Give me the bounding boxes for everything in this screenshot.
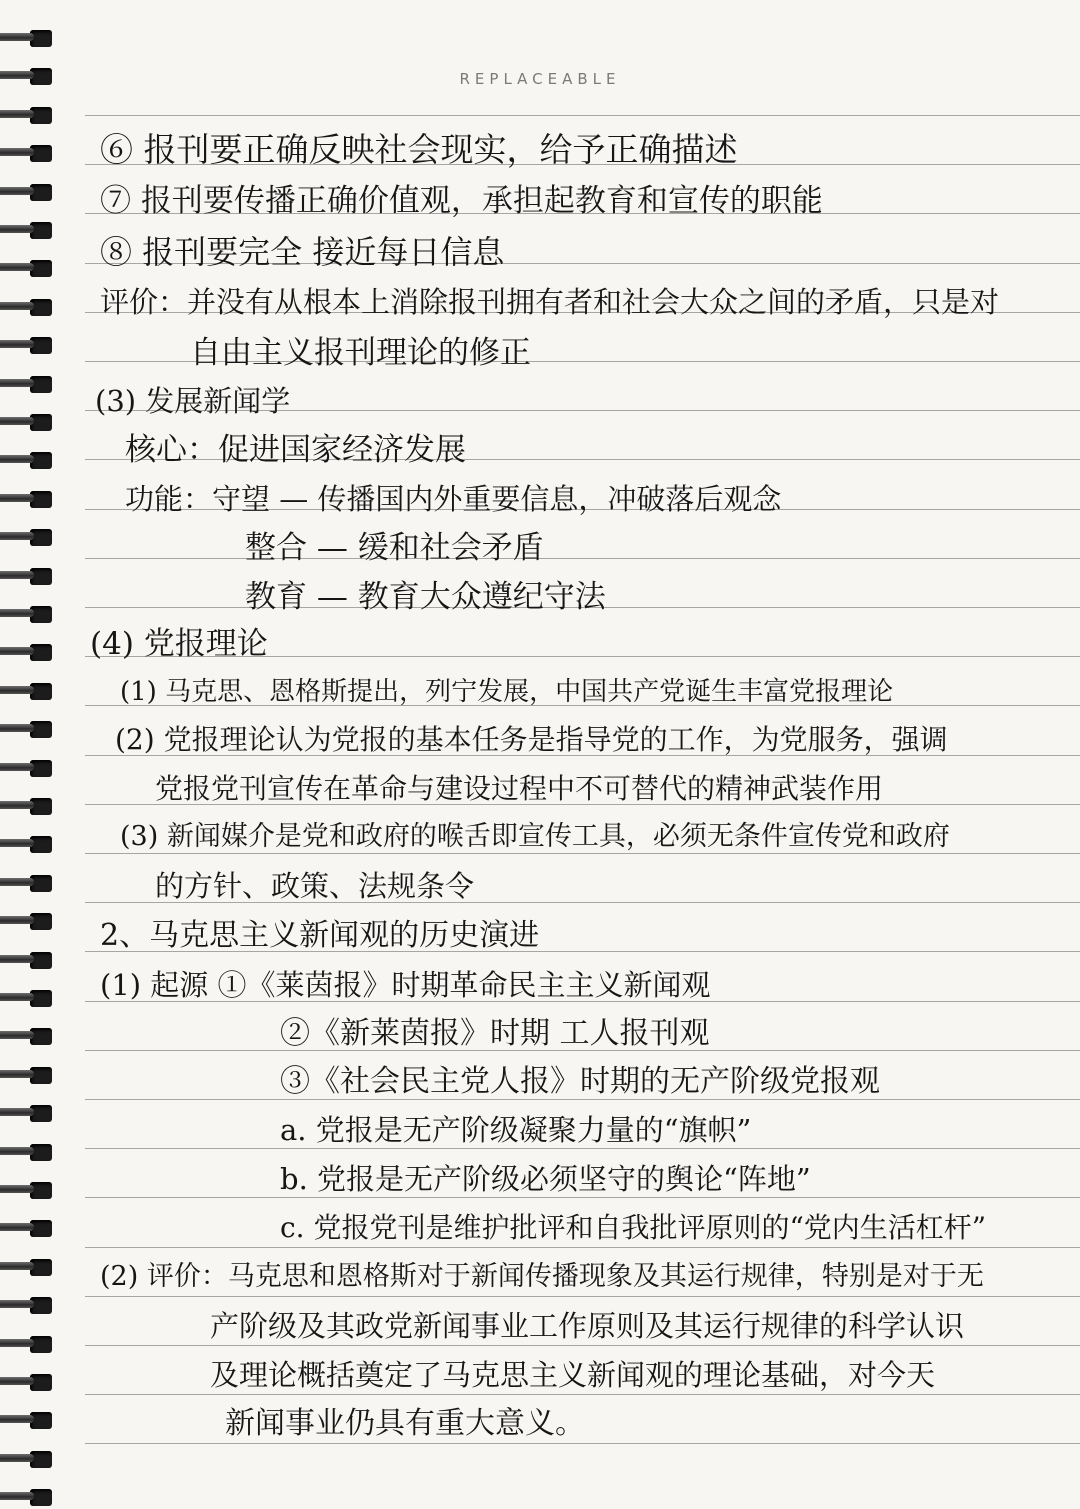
note-line: 功能：守望 — 传播国内外重要信息，冲破落后观念 xyxy=(125,482,782,516)
note-line: ②《新莱茵报》时期 工人报刊观 xyxy=(280,1016,710,1051)
note-line: 核心：促进国家经济发展 xyxy=(125,432,466,468)
note-line: 的方针、政策、法规条令 xyxy=(155,869,475,903)
note-line: 整合 — 缓和社会矛盾 xyxy=(245,530,544,566)
note-line: ③《社会民主党人报》时期的无产阶级党报观 xyxy=(280,1064,880,1099)
note-line: ⑧ 报刊要完全 接近每日信息 xyxy=(100,233,505,271)
notebook-brand: REPLACEABLE xyxy=(459,70,621,88)
note-line: (3) 新闻媒介是党和政府的喉舌即宣传工具，必须无条件宣传党和政府 xyxy=(120,821,950,852)
note-line: 教育 — 教育大众遵纪守法 xyxy=(245,579,606,615)
note-line: (1) 起源 ①《莱茵报》时期革命民主主义新闻观 xyxy=(100,968,711,1002)
note-line: c. 党报党刊是维护批评和自我批评原则的“党内生活杠杆” xyxy=(280,1211,987,1244)
note-line: 自由主义报刊理论的修正 xyxy=(190,335,531,371)
note-line: (3) 发展新闻学 xyxy=(95,384,291,418)
note-line: ⑦ 报刊要传播正确价值观，承担起教育和宣传的职能 xyxy=(100,183,823,219)
note-line: (1) 马克思、恩格斯提出，列宁发展，中国共产党诞生丰富党报理论 xyxy=(120,677,894,707)
note-line: 评价：并没有从根本上消除报刊拥有者和社会大众之间的矛盾，只是对 xyxy=(100,285,1000,319)
note-line: ⑥ 报刊要正确反映社会现实，给予正确描述 xyxy=(100,130,738,169)
note-line: 党报党刊宣传在革命与建设过程中不可替代的精神武装作用 xyxy=(155,772,884,805)
note-line: 新闻事业仍具有重大意义。 xyxy=(225,1406,585,1441)
note-line: 产阶级及其政党新闻事业工作原则及其运行规律的科学认识 xyxy=(210,1309,965,1343)
note-line: 2、马克思主义新闻观的历史演进 xyxy=(100,918,540,953)
note-line: b. 党报是无产阶级必须坚守的舆论“阵地” xyxy=(280,1162,811,1196)
note-line: 及理论概括奠定了马克思主义新闻观的理论基础，对今天 xyxy=(210,1358,936,1392)
note-line: a. 党报是无产阶级凝聚力量的“旗帜” xyxy=(280,1113,752,1147)
note-line: (4) 党报理论 xyxy=(90,626,268,662)
note-line: (2) 党报理论认为党报的基本任务是指导党的工作，为党服务，强调 xyxy=(115,723,948,756)
note-line: (2) 评价：马克思和恩格斯对于新闻传播现象及其运行规律，特别是对于无 xyxy=(100,1261,984,1292)
